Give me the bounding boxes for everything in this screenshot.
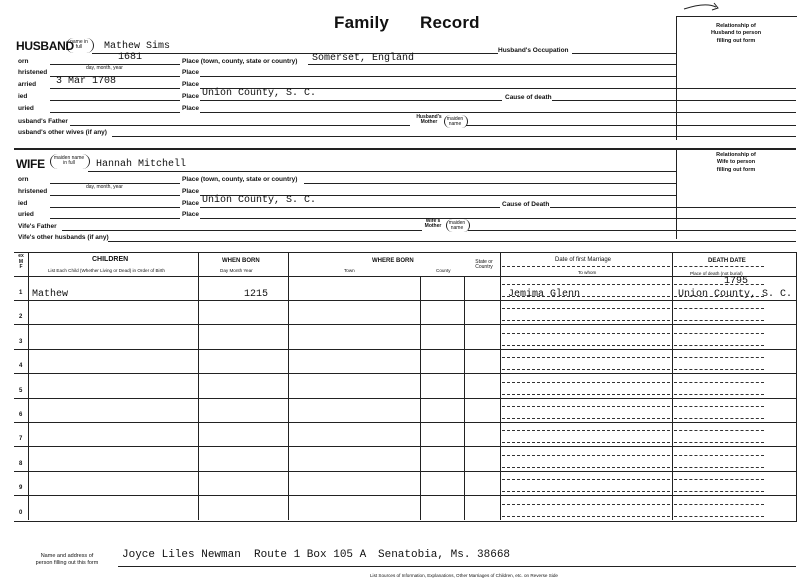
table-dash-line <box>674 418 764 419</box>
husband-occupation-line <box>572 53 676 54</box>
table-header-line <box>14 276 796 277</box>
husband-married-label: arried <box>18 81 37 88</box>
footer-line <box>118 566 796 567</box>
wife-died-label: ied <box>18 200 28 207</box>
table-row-line-right <box>500 300 796 301</box>
husband-occupation-label: Husband's Occupation <box>498 47 569 54</box>
wife-mother-label: Wife's Mother <box>424 218 442 229</box>
table-dash-line <box>674 320 764 321</box>
table-dash-line <box>674 406 764 407</box>
wife-christened-label: hristened <box>18 188 48 195</box>
husband-married-line <box>50 88 180 89</box>
husband-buried-label: uried <box>18 105 34 112</box>
wife-name-line <box>88 171 676 172</box>
husband-mother-label: Husband's Mother <box>416 114 442 125</box>
row-number: 8 <box>19 461 23 467</box>
husband-buried-line <box>50 112 180 113</box>
table-dash-line <box>674 333 764 334</box>
table-dash-line <box>502 333 670 334</box>
table-dash-line <box>674 491 764 492</box>
table-row-line <box>14 398 500 399</box>
col-divider-state <box>500 252 501 520</box>
wife-died-place-value: Union County, S. C. <box>202 195 317 206</box>
table-row-line-right <box>500 471 796 472</box>
husband-christened-label: hristened <box>18 69 48 76</box>
wife-mother-line <box>468 230 796 231</box>
row-number: 7 <box>19 436 23 442</box>
death-header: DEATH DATE <box>708 258 746 264</box>
table-dash-line <box>502 369 670 370</box>
husband-mother-maiden-hint: maiden name <box>446 116 464 127</box>
husband-born-place-value: Somerset, England <box>312 53 415 64</box>
table-dash-line <box>674 369 764 370</box>
sex-header: ex M F <box>18 253 24 270</box>
husband-buried-place-line <box>200 112 796 113</box>
table-row-line-right <box>500 349 796 350</box>
husband-buried-place-label: Place <box>182 105 199 112</box>
wife-name-value: Hannah Mitchell <box>96 159 187 170</box>
table-dash-line <box>674 284 764 285</box>
wife-father-label: Vife's Father <box>18 223 57 230</box>
table-dash-line <box>502 394 670 395</box>
relationship-label-wife: Relationship of Wife to person filling out form <box>716 152 756 173</box>
row-number: 5 <box>19 388 23 394</box>
husband-died-place-line <box>200 100 502 101</box>
town-subheader: Town <box>344 268 355 273</box>
table-row-line <box>14 349 500 350</box>
corner-mark-icon <box>676 0 726 20</box>
table-row-line <box>14 300 500 301</box>
husband-mother-line <box>466 125 796 126</box>
husband-married-value: 3 Mar 1708 <box>56 76 117 87</box>
table-dash-line <box>502 284 670 285</box>
where-born-header: WHERE BORN <box>372 258 414 264</box>
relationship-label-husband: Relationship of Husband to person filling out form <box>710 23 762 44</box>
table-dash-line <box>674 345 764 346</box>
marriage-header: Date of first Marriage <box>555 257 612 263</box>
husband-christened-place-line <box>200 76 676 77</box>
child-name: Mathew <box>32 289 69 300</box>
section-divider <box>14 148 796 150</box>
footer-bottom-note: List Sources of Information, Explanations, Other Marriages of Children, etc. on Reverse Side <box>370 573 558 578</box>
death-header-dash <box>674 266 764 267</box>
wife-died-place-line <box>200 207 500 208</box>
row-number: 1 <box>19 290 23 296</box>
row-number: 6 <box>19 412 23 418</box>
table-row-line-right <box>500 373 796 374</box>
table-dash-line <box>502 418 670 419</box>
husband-born-place-line <box>308 64 676 65</box>
table-dash-line <box>674 382 764 383</box>
child-when-born: 1215 <box>244 289 269 300</box>
wife-buried-line <box>50 218 180 219</box>
row-number: 9 <box>19 485 23 491</box>
table-dash-line <box>502 357 670 358</box>
table-dash-line <box>502 382 670 383</box>
table-dash-line <box>502 406 670 407</box>
table-row-line <box>14 373 500 374</box>
to-whom-subheader: To whom <box>578 270 597 275</box>
husband-born-date-hint: day, month, year <box>86 65 123 71</box>
wife-cause-of-death-line <box>550 207 796 208</box>
husband-name-hint: name in full <box>70 39 88 50</box>
wife-died-place-label: Place <box>182 200 199 207</box>
husband-name-line <box>92 53 498 54</box>
when-born-header: WHEN BORN <box>222 258 260 264</box>
husband-born-label: orn <box>18 58 29 65</box>
wife-died-line <box>50 207 180 208</box>
table-row-line-right <box>500 446 796 447</box>
children-header: CHILDREN <box>92 256 129 263</box>
table-dash-line <box>502 442 670 443</box>
husband-name-value: Mathew Sims <box>104 41 171 52</box>
form-title-family: Family <box>334 13 390 32</box>
children-subheader: List Each Child (Whether Living or Dead) in Order of Birth <box>48 268 165 273</box>
wife-mother-maiden-hint: maiden name <box>448 220 466 231</box>
col-divider-sex <box>28 252 29 520</box>
table-dash-line <box>502 345 670 346</box>
table-dash-line <box>502 308 670 309</box>
husband-died-place-value: Union County, S. C. <box>202 88 317 99</box>
table-row-line-right <box>500 422 796 423</box>
table-row-line <box>14 422 500 423</box>
table-dash-line <box>502 504 670 505</box>
table-dash-line <box>674 394 764 395</box>
marriage-header-dash <box>502 266 670 267</box>
table-row-line <box>14 495 500 496</box>
husband-heading: HUSBAND <box>16 39 74 53</box>
table-dash-line <box>674 308 764 309</box>
husband-died-place-label: Place <box>182 93 199 100</box>
husband-father-line <box>70 125 410 126</box>
wife-christened-place-label: Place <box>182 188 199 195</box>
table-dash-line <box>674 455 764 456</box>
wife-christened-line <box>50 195 180 196</box>
table-dash-line <box>674 357 764 358</box>
footer-filler-name: Joyce Liles Newman <box>122 549 241 561</box>
wife-buried-place-line <box>200 218 796 219</box>
row-number: 0 <box>19 510 23 516</box>
wife-born-place-label: Place (town, county, state or country) <box>182 176 298 183</box>
table-dash-line <box>674 430 764 431</box>
husband-born-value: 1681 <box>118 52 143 63</box>
wife-buried-place-label: Place <box>182 211 199 218</box>
table-dash-line <box>502 467 670 468</box>
table-row-line <box>14 471 500 472</box>
husband-died-label: ied <box>18 93 28 100</box>
wife-born-place-line <box>304 183 676 184</box>
wife-other-husbands-line <box>108 241 796 242</box>
form-title-record: Record <box>420 13 480 32</box>
child-death-place: Union County, S. C. <box>678 289 793 300</box>
husband-christened-place-label: Place <box>182 69 199 76</box>
death-subheader: Place of death (not burial) <box>690 271 743 276</box>
row-number: 3 <box>19 339 23 345</box>
wife-heading: WIFE <box>16 157 45 171</box>
table-row-line <box>14 446 500 447</box>
wife-born-date-hint: day, month, year <box>86 184 123 190</box>
table-dash-line <box>502 455 670 456</box>
wife-father-line <box>62 230 422 231</box>
table-dash-line <box>674 516 764 517</box>
husband-died-line <box>50 100 180 101</box>
col-divider-children <box>198 252 199 520</box>
table-dash-line <box>674 479 764 480</box>
row-number: 4 <box>19 363 23 369</box>
wife-other-husbands-label: Vife's other husbands (if any) <box>18 234 109 241</box>
footer-filler-label: Name and address of person filling out this form <box>35 553 99 567</box>
husband-married-place-label: Place <box>182 81 199 88</box>
table-dash-line <box>502 430 670 431</box>
county-subheader: County <box>436 268 451 273</box>
table-dash-line <box>502 516 670 517</box>
table-row-line <box>14 324 500 325</box>
husband-born-place-label: Place (town, county, state or country) <box>182 58 298 65</box>
col-divider-marriage <box>672 252 673 520</box>
husband-other-wives-line <box>112 136 796 137</box>
wife-buried-label: uried <box>18 211 34 218</box>
col-divider-when-born <box>288 252 289 520</box>
husband-cause-of-death-line <box>552 100 796 101</box>
table-dash-line <box>502 320 670 321</box>
husband-cause-of-death-label: Cause of death <box>505 94 552 101</box>
wife-cause-of-death-label: Cause of Death <box>502 201 550 208</box>
table-row-line-right <box>500 495 796 496</box>
table-row-line-right <box>500 324 796 325</box>
table-dash-line <box>502 479 670 480</box>
row-number: 2 <box>19 314 23 320</box>
when-born-subheader: Day Month Year <box>220 268 253 273</box>
table-row-line-right <box>500 398 796 399</box>
table-dash-line <box>674 504 764 505</box>
child-marriage-to: Jemima Glenn <box>508 289 581 300</box>
husband-other-wives-label: usband's other wives (if any) <box>18 129 107 136</box>
child-death-date: 1795 <box>724 276 749 287</box>
husband-father-label: usband's Father <box>18 118 68 125</box>
table-dash-line <box>674 467 764 468</box>
footer-filler-address: Route 1 Box 105 A <box>254 549 367 561</box>
wife-name-hint: maiden name in full <box>53 155 85 166</box>
table-dash-line <box>502 491 670 492</box>
table-dash-line <box>674 442 764 443</box>
footer-filler-city: Senatobia, Ms. 38668 <box>378 549 511 561</box>
wife-born-label: orn <box>18 176 29 183</box>
state-subheader: State or Country <box>475 259 493 270</box>
